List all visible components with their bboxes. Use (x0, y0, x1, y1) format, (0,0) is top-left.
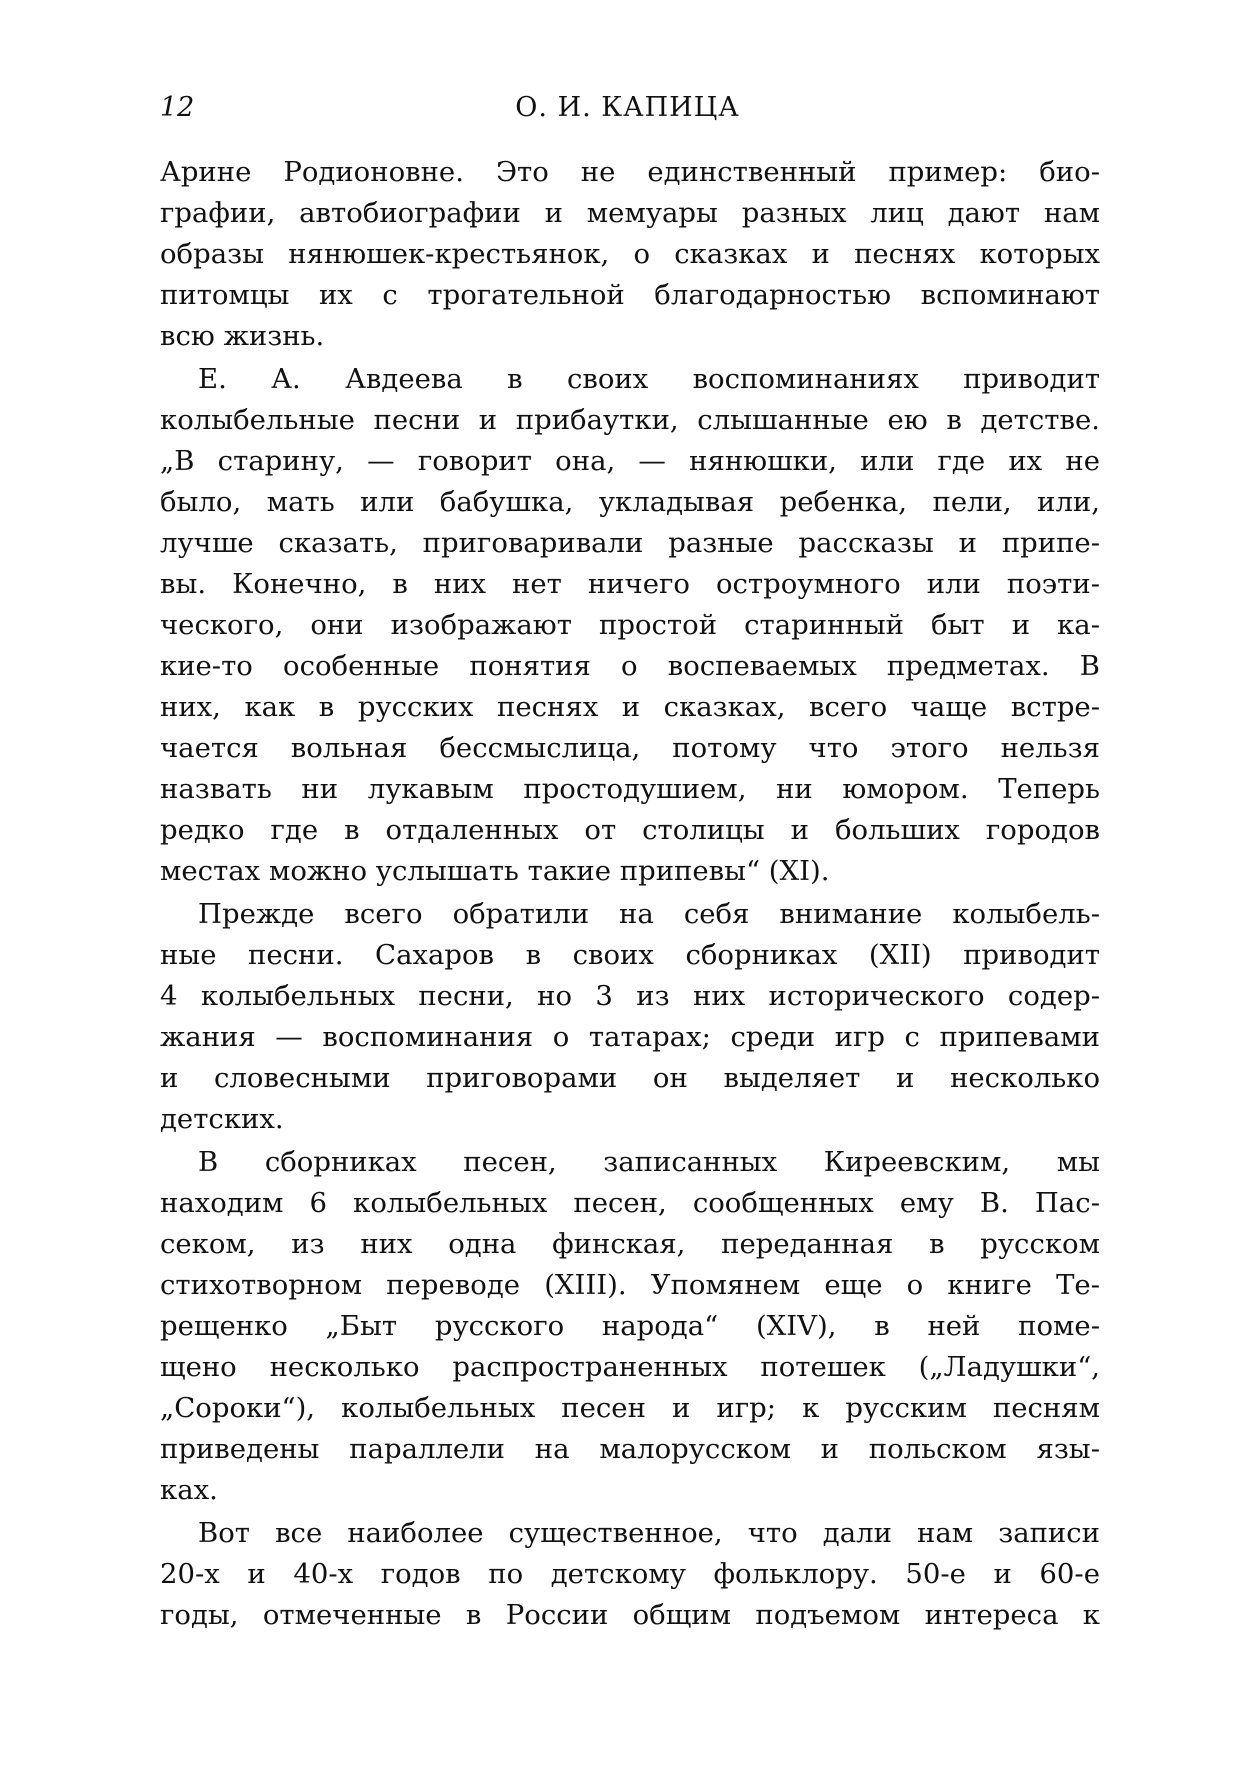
text-line: секом, из них одна финская, переданная в русском (160, 1228, 1100, 1260)
text-line: и словесными приговорами он выделяет и несколько (160, 1062, 1100, 1094)
text-line: детских. (160, 1103, 284, 1135)
text-line: щено несколько распространенных потешек („Ладушки“, (160, 1351, 1100, 1383)
text-line: питомцы их с трогательной благодарностью вспоминают (160, 279, 1100, 311)
text-line: лучше сказать, приговаривали разные рассказы и припе- (160, 527, 1100, 559)
text-line: всю жизнь. (160, 320, 325, 352)
text-line: рещенко „Быт русского народа“ (XIV), в ней поме- (160, 1310, 1100, 1342)
paragraph (160, 1142, 1100, 1511)
text-line: 4 колыбельных песни, но 3 из них исторического содер- (160, 980, 1100, 1012)
text-line: колыбельные песни и прибаутки, слышанные ею в детстве. (160, 404, 1100, 436)
text-line: находим 6 колыбельных песен, сообщенных ему В. Пас- (160, 1187, 1100, 1219)
text-line: стихотворном переводе (XIII). Упомянем еще о книге Те- (160, 1269, 1100, 1301)
running-title: О. И. КАПИЦА (515, 92, 740, 123)
text-line: ческого, они изображают простой старинный быт и ка- (160, 609, 1100, 641)
text-line: „В старину, — говорит она, — нянюшки, или где их не (160, 445, 1100, 477)
text-line: было, мать или бабушка, укладывая ребенка, пели, или, (160, 486, 1100, 518)
text-line: „Сороки“), колыбельных песен и игр; к русским песням (160, 1392, 1100, 1424)
text-line: годы, отмеченные в России общим подъемом интереса к (160, 1599, 1100, 1631)
text-line: жания — воспоминания о татарах; среди игр с припевами (160, 1021, 1100, 1053)
paragraph (160, 894, 1100, 1140)
text-line: 20-х и 40-х годов по детскому фольклору. 50-е и 60-е (160, 1558, 1100, 1590)
paragraph (160, 1513, 1100, 1636)
text-line: редко где в отдаленных от столицы и больших городов (160, 814, 1100, 846)
text-line: чается вольная бессмыслица, потому что этого нельзя (160, 732, 1100, 764)
text-line: приведены параллели на малорусском и польском язы- (160, 1433, 1100, 1465)
text-line: них, как в русских песнях и сказках, всего чаще встре- (160, 691, 1100, 723)
text-line: образы нянюшек-крестьянок, о сказках и песнях которых (160, 238, 1100, 270)
body-text (160, 152, 1100, 1636)
paragraph (160, 152, 1100, 357)
text-line: Вот все наиболее существенное, что дали нам записи (198, 1517, 1100, 1549)
text-line: ные песни. Сахаров в своих сборниках (XII) приводит (160, 939, 1100, 971)
text-line: Е. А. Авдеева в своих воспоминаниях приводит (198, 363, 1100, 395)
text-line: назвать ни лукавым простодушием, ни юмором. Теперь (160, 773, 1100, 805)
text-line: местах можно услышать такие припевы“ (XI). (160, 855, 830, 887)
text-line: Прежде всего обратили на себя внимание колыбель- (198, 898, 1100, 930)
paragraph (160, 359, 1100, 892)
text-line: графии, автобиографии и мемуары разных лиц дают нам (160, 197, 1100, 229)
text-line: Арине Родионовне. Это не единственный пример: био- (160, 156, 1100, 188)
text-line: ках. (160, 1474, 218, 1506)
text-line: В сборниках песен, записанных Киреевским, мы (198, 1146, 1100, 1178)
text-line: вы. Конечно, в них нет ничего остроумного или поэти- (160, 568, 1100, 600)
page-number: 12 (160, 92, 195, 123)
text-line: кие-то особенные понятия о воспеваемых предметах. В (160, 650, 1100, 682)
running-head (160, 92, 1095, 132)
